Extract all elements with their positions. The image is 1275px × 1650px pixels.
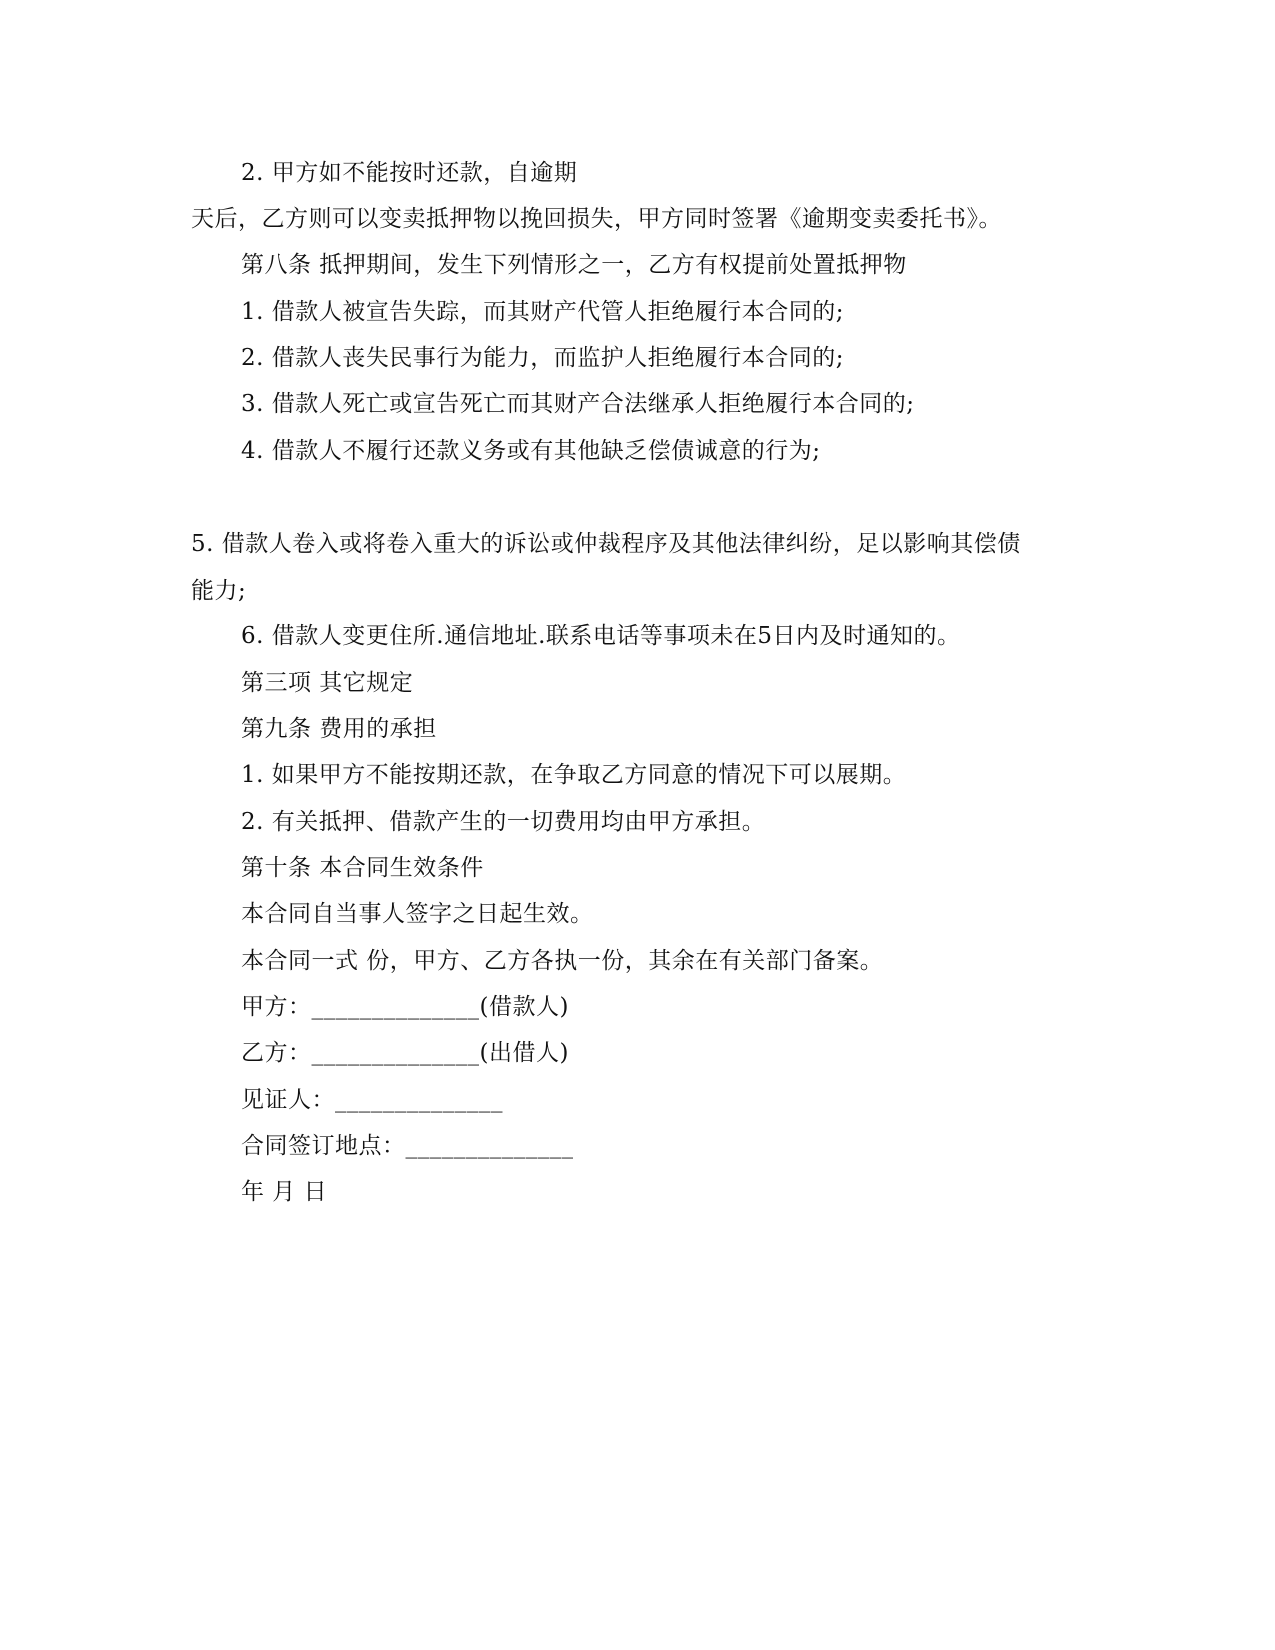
- article-8-item-3: 3. 借款人死亡或宣告死亡而其财产合法继承人拒绝履行本合同的;: [241, 391, 915, 417]
- article-9-item-1: 1. 如果甲方不能按期还款，在争取乙方同意的情况下可以展期。: [241, 762, 907, 788]
- article-8-item-4: 4. 借款人不履行还款义务或有其他缺乏偿债诚意的行为;: [241, 438, 821, 464]
- clause-7-item-2-line-1: 2. 甲方如不能按时还款，自逾期: [241, 160, 578, 186]
- article-8-item-6: 6. 借款人变更住所.通信地址.联系电话等事项未在5日内及时通知的。: [241, 623, 961, 649]
- article-9-heading: 第九条 费用的承担: [241, 716, 437, 742]
- party-a-signature-line: 甲方：______________(借款人): [241, 994, 569, 1020]
- copies-clause: 本合同一式 份，甲方、乙方各执一份，其余在有关部门备案。: [241, 948, 884, 974]
- date-line: 年 月 日: [241, 1179, 328, 1205]
- article-9-item-2: 2. 有关抵押、借款产生的一切费用均由甲方承担。: [241, 809, 766, 835]
- party-b-signature-line: 乙方：______________(出借人): [241, 1040, 569, 1066]
- article-8-item-5-line-2: 能力;: [191, 578, 247, 604]
- witness-signature-line: 见证人：______________: [241, 1087, 503, 1113]
- section-3-heading: 第三项 其它规定: [241, 670, 414, 696]
- clause-7-item-2-line-2: 天后，乙方则可以变卖抵押物以挽回损失，甲方同时签署《逾期变卖委托书》。: [191, 206, 1002, 232]
- article-8-heading: 第八条 抵押期间，发生下列情形之一，乙方有权提前处置抵押物: [241, 252, 907, 278]
- article-10-heading: 第十条 本合同生效条件: [241, 855, 484, 881]
- article-8-item-2: 2. 借款人丧失民事行为能力，而监护人拒绝履行本合同的;: [241, 345, 845, 371]
- effective-clause: 本合同自当事人签字之日起生效。: [241, 901, 594, 927]
- signing-place-line: 合同签订地点：______________: [241, 1133, 574, 1159]
- article-8-item-5-line-1: 5. 借款人卷入或将卷入重大的诉讼或仲裁程序及其他法律纠纷，足以影响其偿债: [191, 531, 1021, 557]
- article-8-item-1: 1. 借款人被宣告失踪，而其财产代管人拒绝履行本合同的;: [241, 299, 845, 325]
